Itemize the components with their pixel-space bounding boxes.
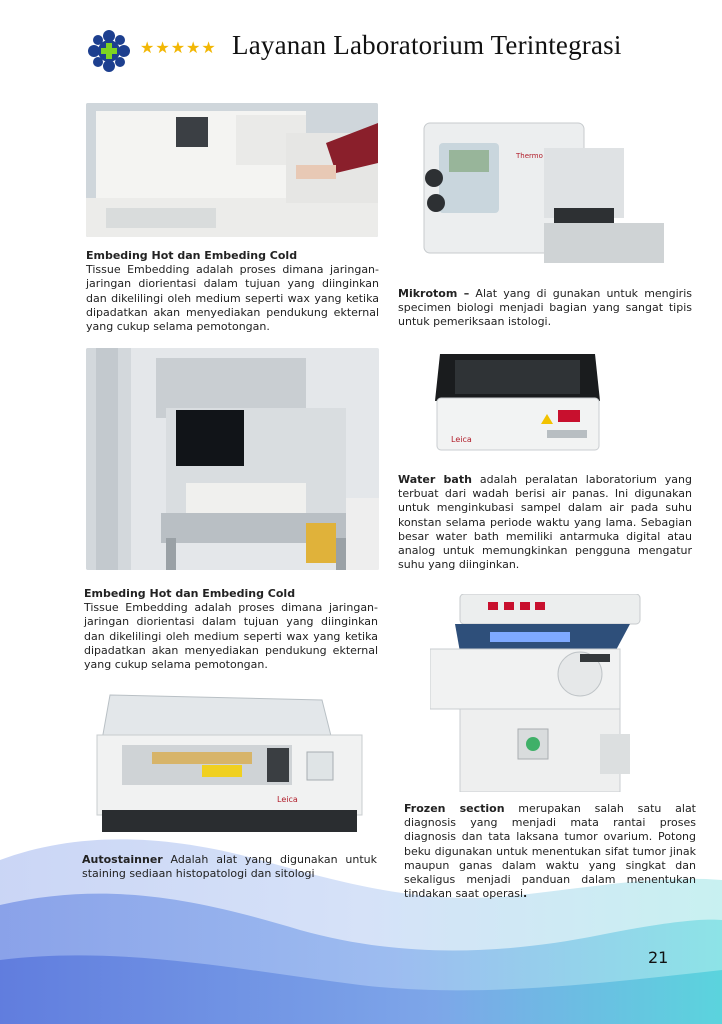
right-item-1-heading: Mikrotom – — [398, 287, 470, 300]
microtome-photo — [404, 108, 674, 273]
right-item-3-body-end: . — [523, 887, 528, 901]
page-number: 21 — [648, 948, 669, 967]
right-item-2-body: adalah peralatan laboratorium yang terbuat dari wadah berisi air panas. Ini digunakan untuk menginkubasi sampel dalam air pada suhu konstan selama periode waktu yang lama. Sebagian besar water bath memiliki antarmuka digital atau analog untuk memungkinkan pengguna mengatur suhu yang diinginkan. — [398, 473, 692, 572]
left-item-3-heading: Autostainner — [82, 853, 163, 866]
water-bath-photo — [435, 346, 600, 456]
autostainer-photo — [92, 690, 367, 840]
left-item-2-text — [84, 587, 378, 672]
svg-text:Leica: Leica — [451, 435, 472, 444]
right-item-2-heading: Water bath — [398, 473, 472, 486]
svg-text:Thermo: Thermo — [516, 152, 543, 160]
left-item-2-body: Tissue Embedding adalah proses dimana jaringan-jaringan diorientasi dalam tujuan yang diinginkan dan dikelilingi oleh medium seperti wax yang ketika dipadatkan akan menyediakan pendukung ekternal yang cukup selama pemotongan. — [84, 601, 378, 672]
left-item-2-heading: Embeding Hot dan Embeding Cold — [84, 587, 296, 600]
left-item-1-heading: Embeding Hot dan Embeding Cold — [86, 249, 298, 262]
left-item-3-text — [82, 853, 377, 881]
right-item-1-text — [398, 287, 692, 330]
right-item-3-heading: Frozen section — [404, 802, 505, 815]
right-item-3-text — [404, 802, 696, 901]
rating-stars: ★★★★★ — [140, 38, 217, 57]
svg-text:Leica: Leica — [277, 795, 298, 804]
left-item-3-body: Adalah alat yang digunakan untuk staining sediaan histopatologi dan sitologi — [82, 853, 377, 881]
hospital-logo-icon — [86, 28, 132, 74]
embedding-station-photo — [86, 103, 378, 237]
fume-hood-workstation-photo — [86, 348, 379, 570]
page-title: Layanan Laboratorium Terintegrasi — [232, 30, 622, 60]
left-item-1-body: Tissue Embedding adalah proses dimana jaringan-jaringan diorientasi dalam tujuan yang diinginkan dan dikelilingi oleh medium seperti wax yang ketika dipadatkan akan menyediakan pendukung ekternal yang cukup selama pemotongan. — [86, 263, 379, 334]
right-item-2-text — [398, 473, 692, 572]
cryostat-photo — [430, 594, 645, 792]
right-item-1-body: Alat yang di gunakan untuk mengiris specimen biologi menjadi bagian yang sangat tipis untuk pemeriksaan istologi. — [398, 287, 692, 329]
left-item-1-text — [86, 249, 379, 334]
right-item-3-body: merupakan salah satu alat diagnosis yang menjadi mata rantai proses diagnosis dan tata laksana tumor ovarium. Potong beku digunakan untuk menentukan sifat tumor jinak maupun ganas dalam waktu yang singkat dan sekaligus menjadi panduan dalam menentukan tindakan saat operasi — [404, 802, 696, 901]
